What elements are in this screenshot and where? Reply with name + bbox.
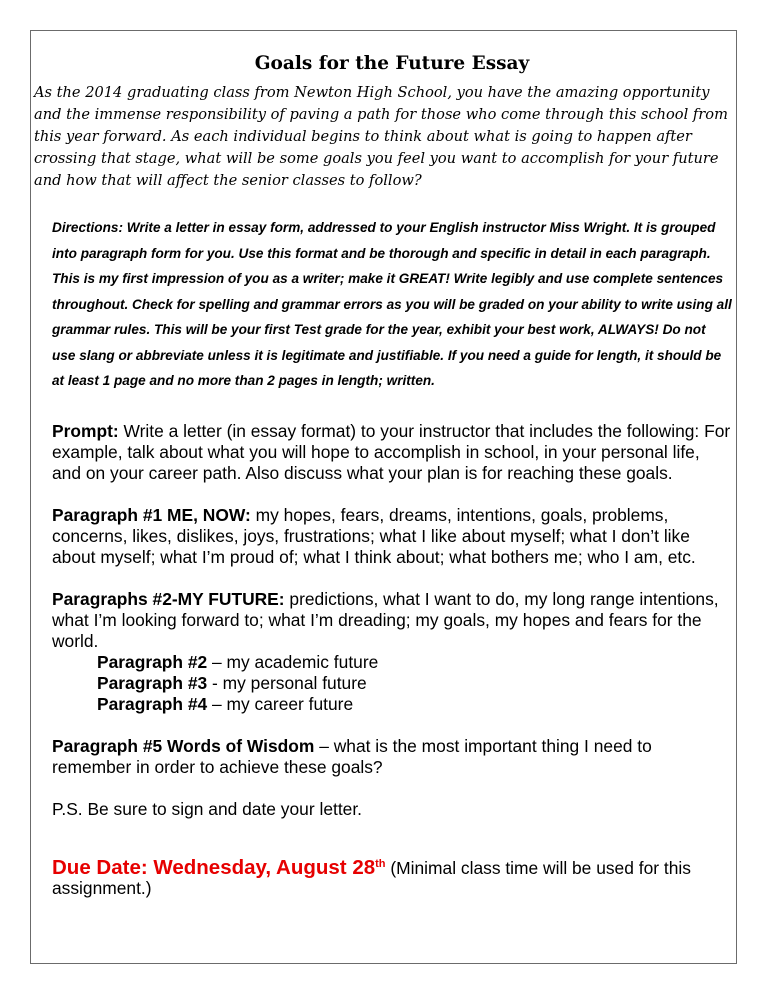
intro-paragraph: As the 2014 graduating class from Newton High School, you have the amazing opportunity and the immense responsibility of paving a path for those who come through this school from this year forward. As each individual begins to think about what is going to happen after crossing that stage, what will be some goals you feel you want to accomplish for your future and how that will affect the senior classes to follow?	[34, 84, 728, 189]
paragraph1-text: my hopes, fears, dreams, intentions, goals, problems, concerns, likes, dislikes, joys, frustrations; what I like about myself; what I don’t like about myself; what I’m proud of; what I think about; what bothers me; who I am, etc.	[52, 504, 696, 567]
paragraphs2-section	[52, 589, 732, 652]
directions-paragraph: Directions: Write a letter in essay form, addressed to your English instructor Miss Wright. It is grouped into paragraph form for you. Use this format and be thorough and specific in detail in each paragraph. This is my first impression of you as a writer; make it GREAT! Write legibly and use complete sentences throughout. Check for spelling and grammar errors as you will be graded on your ability to write using all grammar rules. This will be your first Test grade for the year, exhibit your best work, ALWAYS! Do not use slang or abbreviate unless it is legitimate and justifiable. If you need a guide for length, it should be at least 1 page and no more than 2 pages in length; written.	[52, 220, 732, 388]
paragraph1-section	[52, 505, 732, 568]
paragraph1-label: Paragraph #1 ME, NOW:	[52, 504, 251, 525]
due-date-label: Due Date: Wednesday, August 28	[52, 855, 376, 879]
paragraphs2-label: Paragraphs #2-MY FUTURE:	[52, 588, 285, 609]
prompt-label: Prompt:	[52, 420, 119, 441]
list-item-text: – my academic future	[207, 651, 379, 672]
due-date-note: (Minimal class time will be used for this assignment.)	[52, 857, 691, 899]
paragraphs2-text: predictions, what I want to do, my long range intentions, what I’m looking forward to; what I’m dreading; my goals, my hopes and fears for the world.	[52, 588, 719, 651]
document-title: Goals for the Future Essay	[254, 53, 530, 74]
due-date-suffix: th	[375, 857, 386, 870]
paragraph5-label: Paragraph #5 Words of Wisdom	[52, 735, 315, 756]
list-item-label: Paragraph #2	[97, 651, 208, 672]
list-item-label: Paragraph #3	[97, 672, 208, 693]
prompt-section	[52, 421, 732, 484]
due-date-section	[52, 854, 732, 900]
paragraph5-text: – what is the most important thing I need to remember in order to achieve these goals?	[52, 735, 652, 777]
prompt-text: Write a letter (in essay format) to your instructor that includes the following: For example, talk about what you will hope to accomplish in school, in your personal life, and on your career path. Also discuss what your plan is for reaching these goals.	[52, 420, 731, 483]
list-item-text: - my personal future	[207, 672, 367, 693]
list-item	[52, 673, 768, 694]
list-item	[52, 694, 768, 715]
document-body	[34, 52, 732, 899]
list-item-text: – my career future	[207, 693, 354, 714]
ps-note: P.S. Be sure to sign and date your letter.	[52, 798, 363, 819]
list-item	[52, 652, 768, 673]
list-item-label: Paragraph #4	[97, 693, 208, 714]
paragraph5-section	[52, 736, 732, 778]
